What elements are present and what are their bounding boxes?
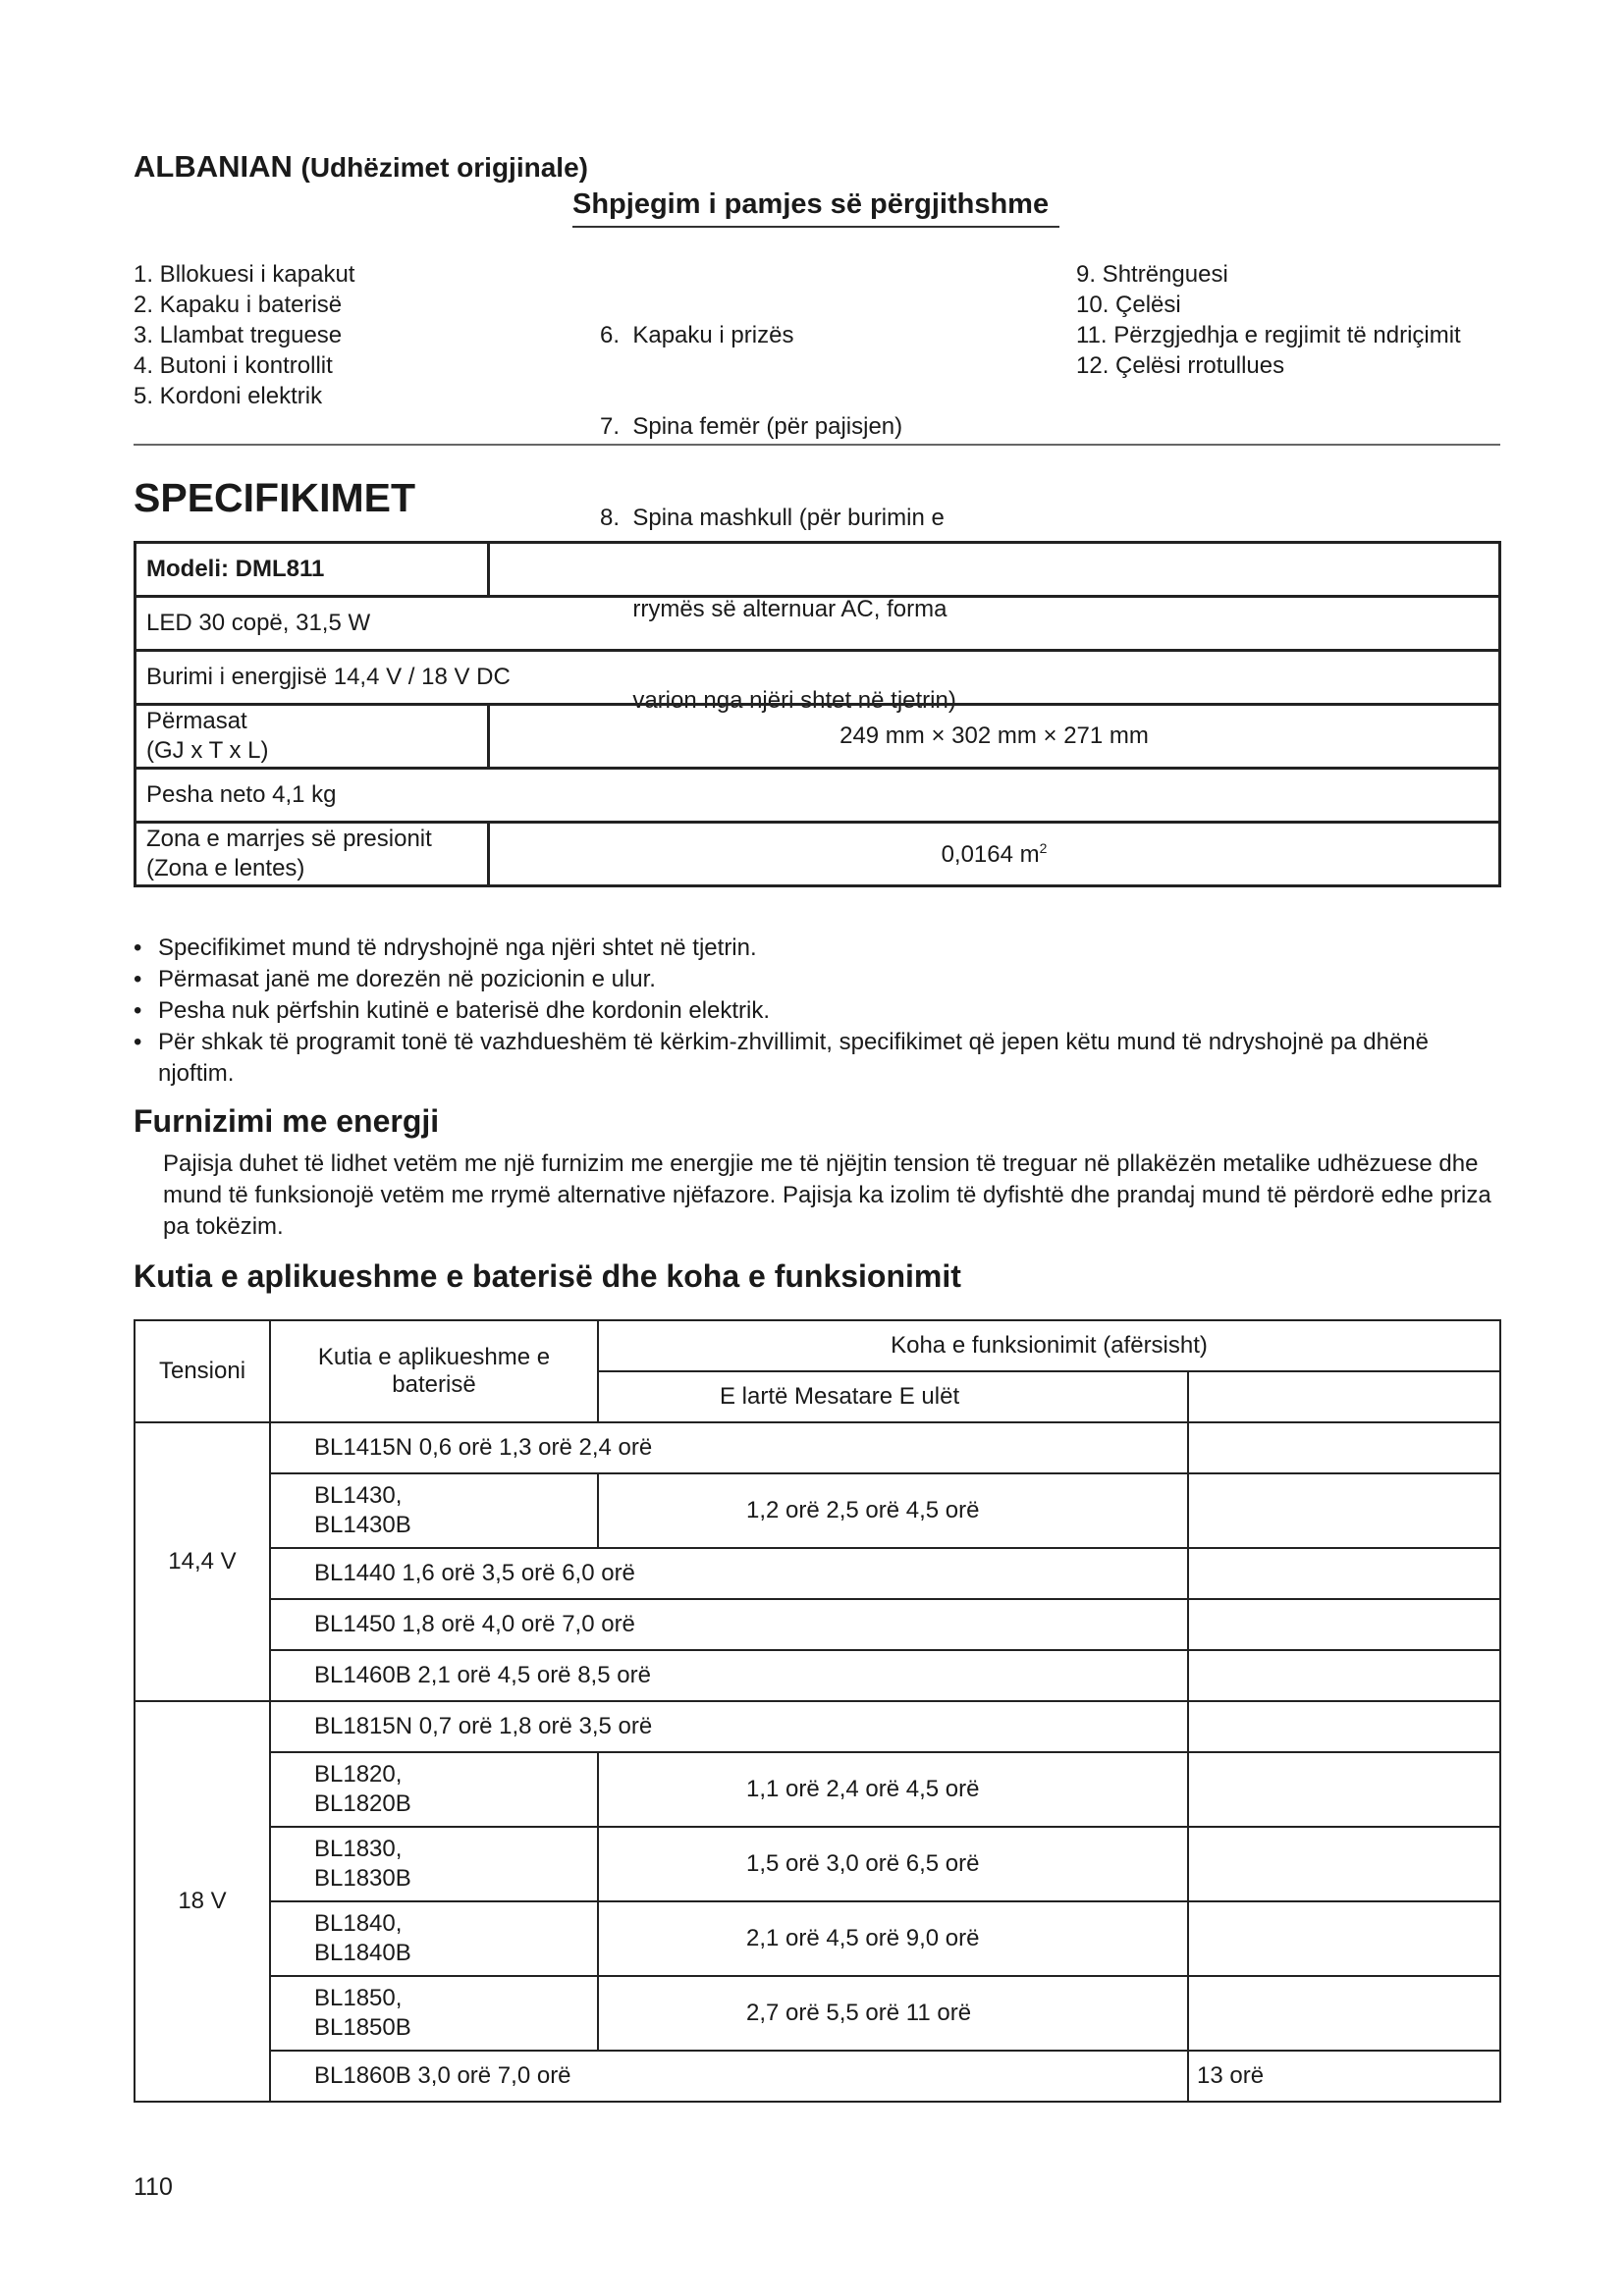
table-row — [135, 1650, 1500, 1701]
battery-times: 1,5 orë 3,0 orë 6,5 orë — [598, 1827, 1188, 1901]
column-header-voltage: Tensioni — [135, 1320, 270, 1422]
specs-heading: SPECIFIKIMET — [134, 475, 416, 520]
model-line: BL1840B — [314, 1940, 411, 1966]
list-item: 6. Kapaku i prizës — [600, 322, 794, 348]
table-row — [135, 1701, 1500, 1752]
parts-column-1 — [134, 259, 354, 411]
battery-row-text: BL1440 1,6 orë 3,5 orë 6,0 orë — [270, 1548, 1188, 1599]
spec-label: LED 30 copë, 31,5 W — [135, 597, 1500, 651]
table-row — [135, 1422, 1500, 1473]
table-cell-empty — [1188, 1371, 1500, 1422]
table-row — [135, 1599, 1500, 1650]
table-row — [135, 1901, 1500, 1976]
table-row — [135, 597, 1500, 651]
language-note: (Udhëzimet origjinale) — [300, 152, 588, 183]
header-line: baterisë — [392, 1371, 476, 1398]
voltage-cell: 18 V — [135, 1701, 270, 2102]
battery-row-text: BL1415N 0,6 orë 1,3 orë 2,4 orë — [270, 1422, 1188, 1473]
table-row — [135, 1473, 1500, 1548]
battery-times: 2,1 orë 4,5 orë 9,0 orë — [598, 1901, 1188, 1976]
table-header-row — [135, 1320, 1500, 1371]
battery-low-time: 13 orë — [1188, 2051, 1500, 2102]
list-item: 2. Kapaku i baterisë — [134, 292, 343, 318]
list-item: 7. Spina femër (për pajisjen) — [600, 413, 903, 440]
list-item: 11. Përzgjedhja e regjimit të ndriçimit — [1076, 322, 1461, 348]
table-cell-empty — [1188, 1752, 1500, 1827]
spec-notes — [134, 933, 1508, 1090]
battery-model — [270, 1976, 598, 2051]
spec-label: Modeli: DML811 — [135, 543, 489, 597]
spec-value — [489, 543, 1500, 597]
column-header-levels: E lartë Mesatare E ulët — [598, 1371, 1188, 1422]
battery-row-text: BL1815N 0,7 orë 1,8 orë 3,5 orë — [270, 1701, 1188, 1752]
section-subtitle: Shpjegim i pamjes së përgjithshme — [572, 188, 1050, 220]
divider — [134, 444, 1500, 446]
list-item: 12. Çelësi rrotullues — [1076, 352, 1285, 379]
model-line: BL1850B — [314, 2014, 411, 2041]
table-row — [135, 1827, 1500, 1901]
table-cell-empty — [1188, 1422, 1500, 1473]
table-row — [135, 651, 1500, 705]
table-row — [135, 1752, 1500, 1827]
spec-label — [135, 705, 489, 769]
table-cell-empty — [1188, 1473, 1500, 1548]
spec-label: Burimi i energjisë 14,4 V / 18 V DC — [135, 651, 1500, 705]
model-line: BL1430B — [314, 1512, 411, 1538]
spec-label-line: (GJ x T x L) — [146, 737, 269, 764]
battery-row-text: BL1460B 2,1 orë 4,5 orë 8,5 orë — [270, 1650, 1188, 1701]
table-row — [135, 2051, 1500, 2102]
list-item: 3. Llambat treguese — [134, 322, 343, 348]
battery-model — [270, 1752, 598, 1827]
table-cell-empty — [1188, 1976, 1500, 2051]
spec-label: Pesha neto 4,1 kg — [135, 769, 1500, 823]
list-item: 10. Çelësi — [1076, 292, 1181, 318]
column-header-time: Koha e funksionimit (afërsisht) — [598, 1320, 1500, 1371]
list-item: rrymës së alternuar AC, forma — [600, 596, 947, 622]
list-item: • Për shkak të programit tonë të vazhdueshëm të kërkim-zhvillimit, specifikimet që jepen këtu mund të ndryshojnë pa dhënë njoftim. — [134, 1027, 1508, 1090]
list-item: 8. Spina mashkull (për burimin e — [600, 505, 945, 531]
spec-label-line: Përmasat — [146, 708, 247, 734]
power-paragraph: Pajisja duhet të lidhet vetëm me një furnizim me energjie me të njëjtin tension të treguar në pllakëzën metalike udhëzuese dhe mund të funksionojë vetëm me rrymë alternative njëfazore. Pajisja ka izolim të dyfishtë dhe prandaj mund të përdorë edhe priza pa tokëzim. — [163, 1150, 1491, 1240]
list-item: 1. Bllokuesi i kapakut — [134, 261, 355, 288]
language-label: ALBANIAN — [134, 149, 293, 184]
list-item: 9. Shtrënguesi — [1076, 261, 1228, 288]
table-cell-empty — [1188, 1548, 1500, 1599]
battery-times: 2,7 orë 5,5 orë 11 orë — [598, 1976, 1188, 2051]
spec-value: 249 mm × 302 mm × 271 mm — [489, 705, 1500, 769]
table-row — [135, 1976, 1500, 2051]
list-item: varion nga njëri shtet në tjetrin) — [600, 687, 956, 714]
list-item: 5. Kordoni elektrik — [134, 383, 323, 409]
column-header-battery — [270, 1320, 598, 1422]
page-title — [134, 149, 588, 185]
battery-model — [270, 1473, 598, 1548]
list-item: • Pesha nuk përfshin kutinë e baterisë dhe kordonin elektrik. — [134, 995, 1508, 1027]
table-row — [135, 823, 1500, 886]
table-row — [135, 769, 1500, 823]
battery-model — [270, 1827, 598, 1901]
battery-row-text: BL1860B 3,0 orë 7,0 orë — [270, 2051, 1188, 2102]
model-line: BL1840, — [314, 1910, 403, 1937]
spec-label — [135, 823, 489, 886]
subtitle-underline — [572, 226, 1059, 228]
table-cell-empty — [1188, 1599, 1500, 1650]
model-line: BL1820, — [314, 1761, 403, 1788]
spec-label-line: Zona e marrjes së presionit — [146, 826, 432, 852]
battery-heading: Kutia e aplikueshme e baterisë dhe koha e funksionimit — [134, 1258, 961, 1294]
parts-column-3 — [1076, 259, 1461, 381]
table-row — [135, 1548, 1500, 1599]
battery-model — [270, 1901, 598, 1976]
spec-value-exponent: 2 — [1039, 839, 1048, 856]
model-line: BL1830B — [314, 1865, 411, 1892]
battery-row-text: BL1450 1,8 orë 4,0 orë 7,0 orë — [270, 1599, 1188, 1650]
spec-label-line: (Zona e lentes) — [146, 855, 305, 881]
list-item: • Përmasat janë me dorezën në pozicionin e ulur. — [134, 964, 1508, 995]
list-item: 4. Butoni i kontrollit — [134, 352, 333, 379]
table-cell-empty — [1188, 1901, 1500, 1976]
table-cell-empty — [1188, 1701, 1500, 1752]
voltage-cell: 14,4 V — [135, 1422, 270, 1701]
power-heading: Furnizimi me energji — [134, 1103, 440, 1139]
list-item: • Specifikimet mund të ndryshojnë nga njëri shtet në tjetrin. — [134, 933, 1508, 964]
table-row — [135, 543, 1500, 597]
battery-table — [134, 1319, 1501, 2103]
model-line: BL1430, — [314, 1482, 403, 1509]
table-row — [135, 705, 1500, 769]
page-number: 110 — [134, 2173, 173, 2201]
specs-table — [134, 541, 1501, 887]
battery-times: 1,2 orë 2,5 orë 4,5 orë — [598, 1473, 1188, 1548]
spec-value — [489, 823, 1500, 886]
model-line: BL1820B — [314, 1790, 411, 1817]
battery-times: 1,1 orë 2,4 orë 4,5 orë — [598, 1752, 1188, 1827]
table-cell-empty — [1188, 1827, 1500, 1901]
spec-value-text: 0,0164 m — [941, 840, 1040, 868]
model-line: BL1850, — [314, 1985, 403, 2011]
table-cell-empty — [1188, 1650, 1500, 1701]
header-line: Kutia e aplikueshme e — [317, 1344, 551, 1370]
model-line: BL1830, — [314, 1836, 403, 1862]
